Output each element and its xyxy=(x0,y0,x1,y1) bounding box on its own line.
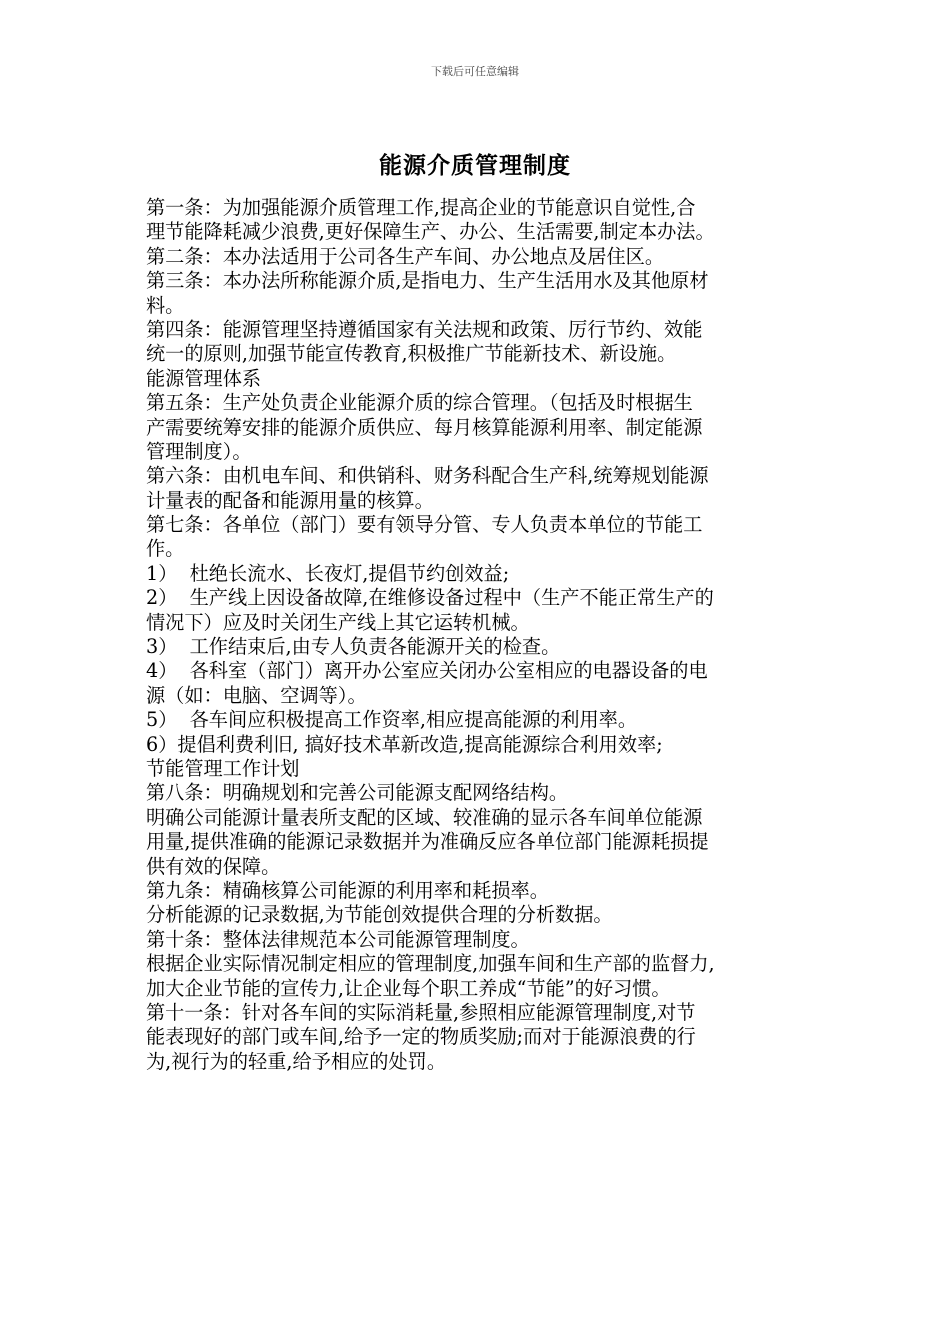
text-line: 产需要统筹安排的能源介质供应、每月核算能源利用率、制定能源 xyxy=(146,415,703,439)
text-line: 第十条：整体法律规范本公司能源管理制度。 xyxy=(146,927,530,951)
text-line: 为,视行为的轻重,给予相应的处罚。 xyxy=(146,1049,447,1073)
text-line: 源（如：电脑、空调等）。 xyxy=(146,683,367,707)
text-line: 料。 xyxy=(146,293,185,317)
text-line: 统一的原则,加强节能宣传教育,积极推广节能新技术、新设施。 xyxy=(146,342,677,366)
text-line: 能源管理体系 xyxy=(146,366,262,390)
text-line: 6）提倡利费利旧, 搞好技术革新改造,提高能源综合利用效率; xyxy=(146,732,663,756)
text-line: 加大企业节能的宣传力,让企业每个职工养成“节能”的好习惯。 xyxy=(146,976,671,1000)
text-line: 4） 各科室（部门）离开办公室应关闭办公室相应的电器设备的电 xyxy=(146,659,708,683)
text-line: 根据企业实际情况制定相应的管理制度,加强车间和生产部的监督力, xyxy=(146,952,715,976)
text-line: 分析能源的记录数据,为节能创效提供合理的分析数据。 xyxy=(146,903,613,927)
text-line: 2） 生产线上因设备故障,在维修设备过程中（生产不能正常生产的 xyxy=(146,586,714,610)
text-line: 计量表的配备和能源用量的核算。 xyxy=(146,488,434,512)
text-line: 理节能降耗减少浪费,更好保障生产、办公、生活需要,制定本办法。 xyxy=(146,220,715,244)
text-line: 作。 xyxy=(146,537,185,561)
text-line: 第三条：本办法所称能源介质,是指电力、生产生活用水及其他原材 xyxy=(146,269,709,293)
text-line: 能表现好的部门或车间,给予一定的物质奖励;而对于能源浪费的行 xyxy=(146,1025,696,1049)
text-line: 3） 工作结束后,由专人负责各能源开关的检查。 xyxy=(146,635,561,659)
text-line: 第四条：能源管理坚持遵循国家有关法规和政策、厉行节约、效能 xyxy=(146,317,703,341)
header-note: 下载后可任意编辑 xyxy=(431,65,519,78)
document-title: 能源介质管理制度 xyxy=(379,152,571,179)
text-line: 5） 各车间应积极提高工作资率,相应提高能源的利用率。 xyxy=(146,708,638,732)
text-line: 第一条：为加强能源介质管理工作,提高企业的节能意识自觉性,合 xyxy=(146,196,696,219)
text-line: 第六条：由机电车间、和供销科、财务科配合生产科,统筹规划能源 xyxy=(146,464,709,488)
text-line: 第五条：生产处负责企业能源介质的综合管理。（包括及时根据生 xyxy=(146,391,693,415)
text-line: 第二条：本办法适用于公司各生产车间、办公地点及居住区。 xyxy=(146,244,665,268)
text-line: 管理制度）。 xyxy=(146,439,252,463)
text-line: 节能管理工作计划 xyxy=(146,756,300,780)
text-line: 第八条：明确规划和完善公司能源支配网络结构。 xyxy=(146,781,569,805)
document-body xyxy=(146,196,814,1074)
text-line: 明确公司能源计量表所支配的区域、较准确的显示各车间单位能源 xyxy=(146,805,703,829)
text-line: 供有效的保障。 xyxy=(146,854,281,878)
text-line: 第九条：精确核算公司能源的利用率和耗损率。 xyxy=(146,878,549,902)
text-line: 第七条：各单位（部门）要有领导分管、专人负责本单位的节能工 xyxy=(146,513,703,537)
text-line: 第十一条：针对各车间的实际消耗量,参照相应能源管理制度,对节 xyxy=(146,1000,696,1024)
text-line: 用量,提供准确的能源记录数据并为准确反应各单位部门能源耗损提 xyxy=(146,830,709,854)
text-line: 情况下）应及时关闭生产线上其它运转机械。 xyxy=(146,610,530,634)
text-line: 1） 杜绝长流水、长夜灯,提倡节约创效益; xyxy=(146,561,510,585)
